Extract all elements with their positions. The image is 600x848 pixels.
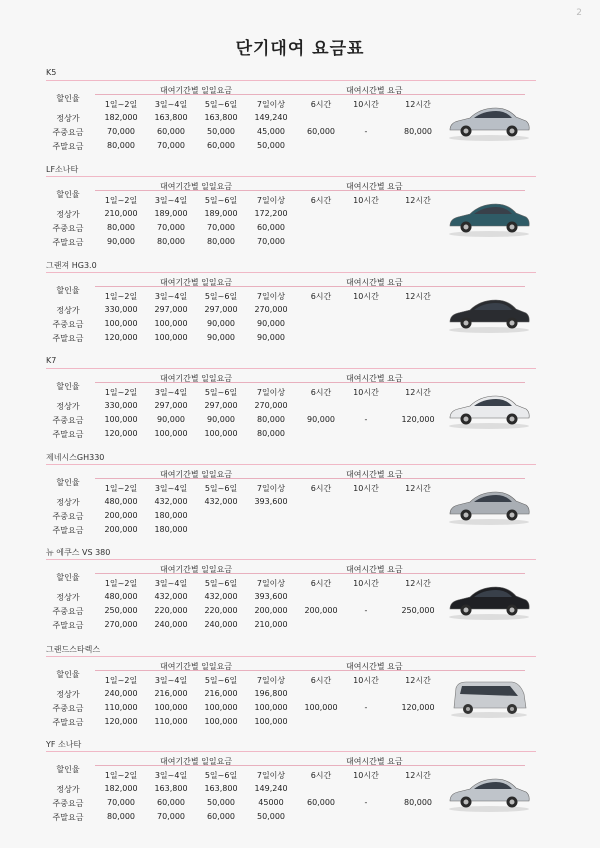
price-cell: 100,000 <box>104 415 138 424</box>
section-divider <box>46 559 536 560</box>
column-header: 6시간 <box>310 100 332 109</box>
column-header: 12시간 <box>405 100 431 109</box>
row-label: 정상가 <box>56 498 80 507</box>
column-header: 10시간 <box>353 100 379 109</box>
price-cell: 250,000 <box>104 606 138 615</box>
row-label: 주말요금 <box>52 621 84 630</box>
price-cell: 196,800 <box>254 689 288 698</box>
group-divider <box>95 670 525 671</box>
rate-section <box>0 356 600 449</box>
price-cell: 100,000 <box>304 703 338 712</box>
price-cell: 432,000 <box>204 592 238 601</box>
price-cell: 45,000 <box>257 127 285 136</box>
price-cell: 45000 <box>258 798 284 807</box>
price-cell: 90,000 <box>257 333 285 342</box>
price-cell: - <box>364 703 368 712</box>
column-header: 1일~2일 <box>104 676 138 685</box>
price-cell: 432,000 <box>204 497 238 506</box>
group-divider <box>95 573 525 574</box>
row-label: 정상가 <box>56 690 80 699</box>
discount-label: 할인율 <box>56 190 80 199</box>
column-header: 3일~4일 <box>154 388 188 397</box>
price-cell: 163,800 <box>154 113 188 122</box>
price-cell: 120,000 <box>104 429 138 438</box>
model-name: 그랜드스타렉스 <box>46 645 101 654</box>
group-header-hourly: 대여시간별 요금 <box>346 662 403 671</box>
column-header: 12시간 <box>405 771 431 780</box>
column-header: 5일~6일 <box>204 579 238 588</box>
price-cell: 432,000 <box>154 497 188 506</box>
column-header: 6시간 <box>310 292 332 301</box>
price-cell: 182,000 <box>104 784 138 793</box>
price-cell: 60,000 <box>307 798 335 807</box>
group-header-hourly: 대여시간별 요금 <box>346 565 403 574</box>
price-cell: 240,000 <box>154 620 188 629</box>
column-header: 6시간 <box>310 771 332 780</box>
price-cell: 90,000 <box>207 415 235 424</box>
column-header: 12시간 <box>405 484 431 493</box>
rate-section <box>0 547 600 640</box>
price-cell: 100,000 <box>104 319 138 328</box>
price-cell: 189,000 <box>154 209 188 218</box>
price-cell: 120,000 <box>401 415 435 424</box>
price-cell: 90,000 <box>157 415 185 424</box>
row-label: 주말요금 <box>52 526 84 535</box>
price-cell: 189,000 <box>204 209 238 218</box>
group-header-daily: 대여기간별 일일요금 <box>160 662 233 671</box>
price-cell: 149,240 <box>254 784 288 793</box>
section-divider <box>46 272 536 273</box>
price-cell: 80,000 <box>107 141 135 150</box>
white-sedan-icon <box>446 386 532 432</box>
column-header: 7일이상 <box>256 292 286 301</box>
price-cell: 480,000 <box>104 497 138 506</box>
column-header: 10시간 <box>353 388 379 397</box>
price-cell: 270,000 <box>254 401 288 410</box>
price-cell: 80,000 <box>107 223 135 232</box>
row-label: 주중요금 <box>52 799 84 808</box>
price-cell: 297,000 <box>154 305 188 314</box>
price-cell: 100,000 <box>154 333 188 342</box>
price-cell: 100,000 <box>204 717 238 726</box>
row-label: 주중요금 <box>52 128 84 137</box>
group-header-daily: 대여기간별 일일요금 <box>160 470 233 479</box>
row-label: 주말요금 <box>52 813 84 822</box>
rate-section <box>0 452 600 545</box>
price-cell: 432,000 <box>154 592 188 601</box>
group-divider <box>95 765 525 766</box>
row-label: 주중요금 <box>52 224 84 233</box>
discount-label: 할인율 <box>56 382 80 391</box>
model-name: K5 <box>46 68 57 77</box>
price-cell: 182,000 <box>104 113 138 122</box>
price-cell: 80,000 <box>257 429 285 438</box>
page-number-mark: 2 <box>576 8 582 18</box>
price-cell: 100,000 <box>204 429 238 438</box>
section-divider <box>46 80 536 81</box>
column-header: 7일이상 <box>256 196 286 205</box>
row-label: 주중요금 <box>52 607 84 616</box>
group-header-hourly: 대여시간별 요금 <box>346 470 403 479</box>
column-header: 5일~6일 <box>204 388 238 397</box>
column-header: 5일~6일 <box>204 292 238 301</box>
price-cell: 80,000 <box>404 127 432 136</box>
row-label: 정상가 <box>56 114 80 123</box>
group-header-daily: 대여기간별 일일요금 <box>160 182 233 191</box>
price-cell: 216,000 <box>204 689 238 698</box>
row-label: 정상가 <box>56 402 80 411</box>
column-header: 3일~4일 <box>154 579 188 588</box>
price-cell: 50,000 <box>207 127 235 136</box>
teal-sedan-icon <box>446 194 532 240</box>
column-header: 3일~4일 <box>154 771 188 780</box>
silver-sedan-icon <box>446 482 532 528</box>
column-header: 6시간 <box>310 388 332 397</box>
column-header: 7일이상 <box>256 388 286 397</box>
row-label: 정상가 <box>56 306 80 315</box>
section-divider <box>46 656 536 657</box>
price-cell: 70,000 <box>107 798 135 807</box>
discount-label: 할인율 <box>56 94 80 103</box>
discount-label: 할인율 <box>56 478 80 487</box>
price-cell: 200,000 <box>254 606 288 615</box>
group-header-daily: 대여기간별 일일요금 <box>160 278 233 287</box>
price-cell: 270,000 <box>254 305 288 314</box>
column-header: 5일~6일 <box>204 676 238 685</box>
price-cell: 120,000 <box>104 333 138 342</box>
price-cell: - <box>364 127 368 136</box>
row-label: 주말요금 <box>52 430 84 439</box>
section-divider <box>46 368 536 369</box>
black-sedan-icon <box>446 577 532 623</box>
column-header: 1일~2일 <box>104 196 138 205</box>
group-header-daily: 대여기간별 일일요금 <box>160 565 233 574</box>
price-cell: 200,000 <box>104 525 138 534</box>
rate-section <box>0 260 600 353</box>
price-cell: 100,000 <box>254 717 288 726</box>
model-name: K7 <box>46 356 57 365</box>
price-cell: 50,000 <box>207 798 235 807</box>
price-cell: - <box>364 798 368 807</box>
price-cell: 220,000 <box>204 606 238 615</box>
page-title: 단기대여 요금표 <box>235 39 365 59</box>
column-header: 12시간 <box>405 388 431 397</box>
price-cell: 100,000 <box>254 703 288 712</box>
price-cell: 90,000 <box>307 415 335 424</box>
price-cell: 120,000 <box>104 717 138 726</box>
column-header: 10시간 <box>353 579 379 588</box>
column-header: 10시간 <box>353 484 379 493</box>
column-header: 5일~6일 <box>204 771 238 780</box>
price-cell: 50,000 <box>257 141 285 150</box>
black-sedan-icon <box>446 290 532 336</box>
section-divider <box>46 176 536 177</box>
rate-section <box>0 644 600 737</box>
price-cell: 100,000 <box>154 319 188 328</box>
row-label: 주중요금 <box>52 320 84 329</box>
group-header-hourly: 대여시간별 요금 <box>346 86 403 95</box>
price-cell: 80,000 <box>257 415 285 424</box>
price-cell: 70,000 <box>257 237 285 246</box>
column-header: 12시간 <box>405 196 431 205</box>
price-cell: 180,000 <box>154 525 188 534</box>
discount-label: 할인율 <box>56 670 80 679</box>
column-header: 10시간 <box>353 771 379 780</box>
price-cell: 60,000 <box>207 141 235 150</box>
price-cell: 80,000 <box>107 812 135 821</box>
row-label: 주중요금 <box>52 512 84 521</box>
row-label: 주말요금 <box>52 334 84 343</box>
price-cell: 297,000 <box>204 305 238 314</box>
column-header: 3일~4일 <box>154 484 188 493</box>
price-cell: 297,000 <box>204 401 238 410</box>
silver-sedan-icon <box>446 98 532 144</box>
price-cell: 163,800 <box>154 784 188 793</box>
section-divider <box>46 751 536 752</box>
column-header: 6시간 <box>310 676 332 685</box>
group-header-daily: 대여기간별 일일요금 <box>160 757 233 766</box>
price-cell: 110,000 <box>154 717 188 726</box>
column-header: 1일~2일 <box>104 388 138 397</box>
column-header: 3일~4일 <box>154 100 188 109</box>
price-cell: 216,000 <box>154 689 188 698</box>
column-header: 5일~6일 <box>204 196 238 205</box>
group-divider <box>95 190 525 191</box>
price-cell: 480,000 <box>104 592 138 601</box>
price-cell: 80,000 <box>157 237 185 246</box>
rate-section <box>0 739 600 832</box>
group-header-hourly: 대여시간별 요금 <box>346 757 403 766</box>
price-cell: 172,200 <box>254 209 288 218</box>
column-header: 5일~6일 <box>204 100 238 109</box>
column-header: 7일이상 <box>256 484 286 493</box>
price-cell: 60,000 <box>257 223 285 232</box>
price-cell: 163,800 <box>204 113 238 122</box>
column-header: 12시간 <box>405 579 431 588</box>
column-header: 12시간 <box>405 676 431 685</box>
price-cell: 200,000 <box>104 511 138 520</box>
row-label: 정상가 <box>56 785 80 794</box>
column-header: 6시간 <box>310 484 332 493</box>
price-cell: 100,000 <box>154 429 188 438</box>
price-cell: 90,000 <box>207 333 235 342</box>
price-cell: 80,000 <box>207 237 235 246</box>
row-label: 정상가 <box>56 593 80 602</box>
column-header: 6시간 <box>310 579 332 588</box>
price-cell: 110,000 <box>104 703 138 712</box>
column-header: 3일~4일 <box>154 292 188 301</box>
price-cell: 250,000 <box>401 606 435 615</box>
price-cell: 70,000 <box>207 223 235 232</box>
price-cell: 240,000 <box>104 689 138 698</box>
row-label: 주중요금 <box>52 704 84 713</box>
column-header: 3일~4일 <box>154 676 188 685</box>
column-header: 6시간 <box>310 196 332 205</box>
row-label: 주말요금 <box>52 718 84 727</box>
section-divider <box>46 464 536 465</box>
price-cell: 210,000 <box>254 620 288 629</box>
discount-label: 할인율 <box>56 573 80 582</box>
model-name: LF소나타 <box>46 165 79 174</box>
model-name: 제네시스GH330 <box>46 453 105 462</box>
column-header: 1일~2일 <box>104 100 138 109</box>
price-cell: 120,000 <box>401 703 435 712</box>
column-header: 10시간 <box>353 676 379 685</box>
column-header: 7일이상 <box>256 100 286 109</box>
price-cell: 70,000 <box>157 141 185 150</box>
model-name: 그랜져 HG3.0 <box>46 261 97 270</box>
discount-label: 할인율 <box>56 286 80 295</box>
group-divider <box>95 94 525 95</box>
column-header: 1일~2일 <box>104 484 138 493</box>
discount-label: 할인율 <box>56 765 80 774</box>
group-header-hourly: 대여시간별 요금 <box>346 182 403 191</box>
column-header: 10시간 <box>353 196 379 205</box>
price-cell: 100,000 <box>204 703 238 712</box>
price-cell: 330,000 <box>104 401 138 410</box>
price-cell: 90,000 <box>207 319 235 328</box>
rate-section <box>0 164 600 257</box>
price-cell: 163,800 <box>204 784 238 793</box>
price-cell: 240,000 <box>204 620 238 629</box>
silver-sedan-icon <box>446 769 532 815</box>
column-header: 3일~4일 <box>154 196 188 205</box>
group-header-daily: 대여기간별 일일요금 <box>160 374 233 383</box>
price-cell: 60,000 <box>157 127 185 136</box>
column-header: 7일이상 <box>256 579 286 588</box>
price-cell: 70,000 <box>157 812 185 821</box>
price-cell: 180,000 <box>154 511 188 520</box>
column-header: 10시간 <box>353 292 379 301</box>
price-cell: 210,000 <box>104 209 138 218</box>
row-label: 주말요금 <box>52 142 84 151</box>
price-cell: 330,000 <box>104 305 138 314</box>
column-header: 12시간 <box>405 292 431 301</box>
model-name: 뉴 에쿠스 VS 380 <box>46 548 111 557</box>
price-cell: 393,600 <box>254 592 288 601</box>
price-cell: 200,000 <box>304 606 338 615</box>
van-icon <box>446 674 532 720</box>
price-cell: 80,000 <box>404 798 432 807</box>
rate-section <box>0 68 600 161</box>
group-header-hourly: 대여시간별 요금 <box>346 278 403 287</box>
price-cell: 60,000 <box>307 127 335 136</box>
price-cell: 270,000 <box>104 620 138 629</box>
column-header: 7일이상 <box>256 771 286 780</box>
price-cell: 90,000 <box>257 319 285 328</box>
price-cell: 70,000 <box>157 223 185 232</box>
price-cell: 60,000 <box>207 812 235 821</box>
price-cell: 149,240 <box>254 113 288 122</box>
column-header: 7일이상 <box>256 676 286 685</box>
price-cell: 90,000 <box>107 237 135 246</box>
price-cell: 60,000 <box>157 798 185 807</box>
column-header: 1일~2일 <box>104 579 138 588</box>
price-cell: - <box>364 415 368 424</box>
price-cell: 220,000 <box>154 606 188 615</box>
group-divider <box>95 382 525 383</box>
group-header-daily: 대여기간별 일일요금 <box>160 86 233 95</box>
group-divider <box>95 286 525 287</box>
price-cell: 70,000 <box>107 127 135 136</box>
row-label: 주중요금 <box>52 416 84 425</box>
price-cell: 50,000 <box>257 812 285 821</box>
price-cell: - <box>364 606 368 615</box>
row-label: 주말요금 <box>52 238 84 247</box>
model-name: YF 소나타 <box>46 740 82 749</box>
column-header: 1일~2일 <box>104 771 138 780</box>
price-cell: 100,000 <box>154 703 188 712</box>
row-label: 정상가 <box>56 210 80 219</box>
column-header: 5일~6일 <box>204 484 238 493</box>
price-cell: 393,600 <box>254 497 288 506</box>
group-divider <box>95 478 525 479</box>
column-header: 1일~2일 <box>104 292 138 301</box>
group-header-hourly: 대여시간별 요금 <box>346 374 403 383</box>
price-cell: 297,000 <box>154 401 188 410</box>
